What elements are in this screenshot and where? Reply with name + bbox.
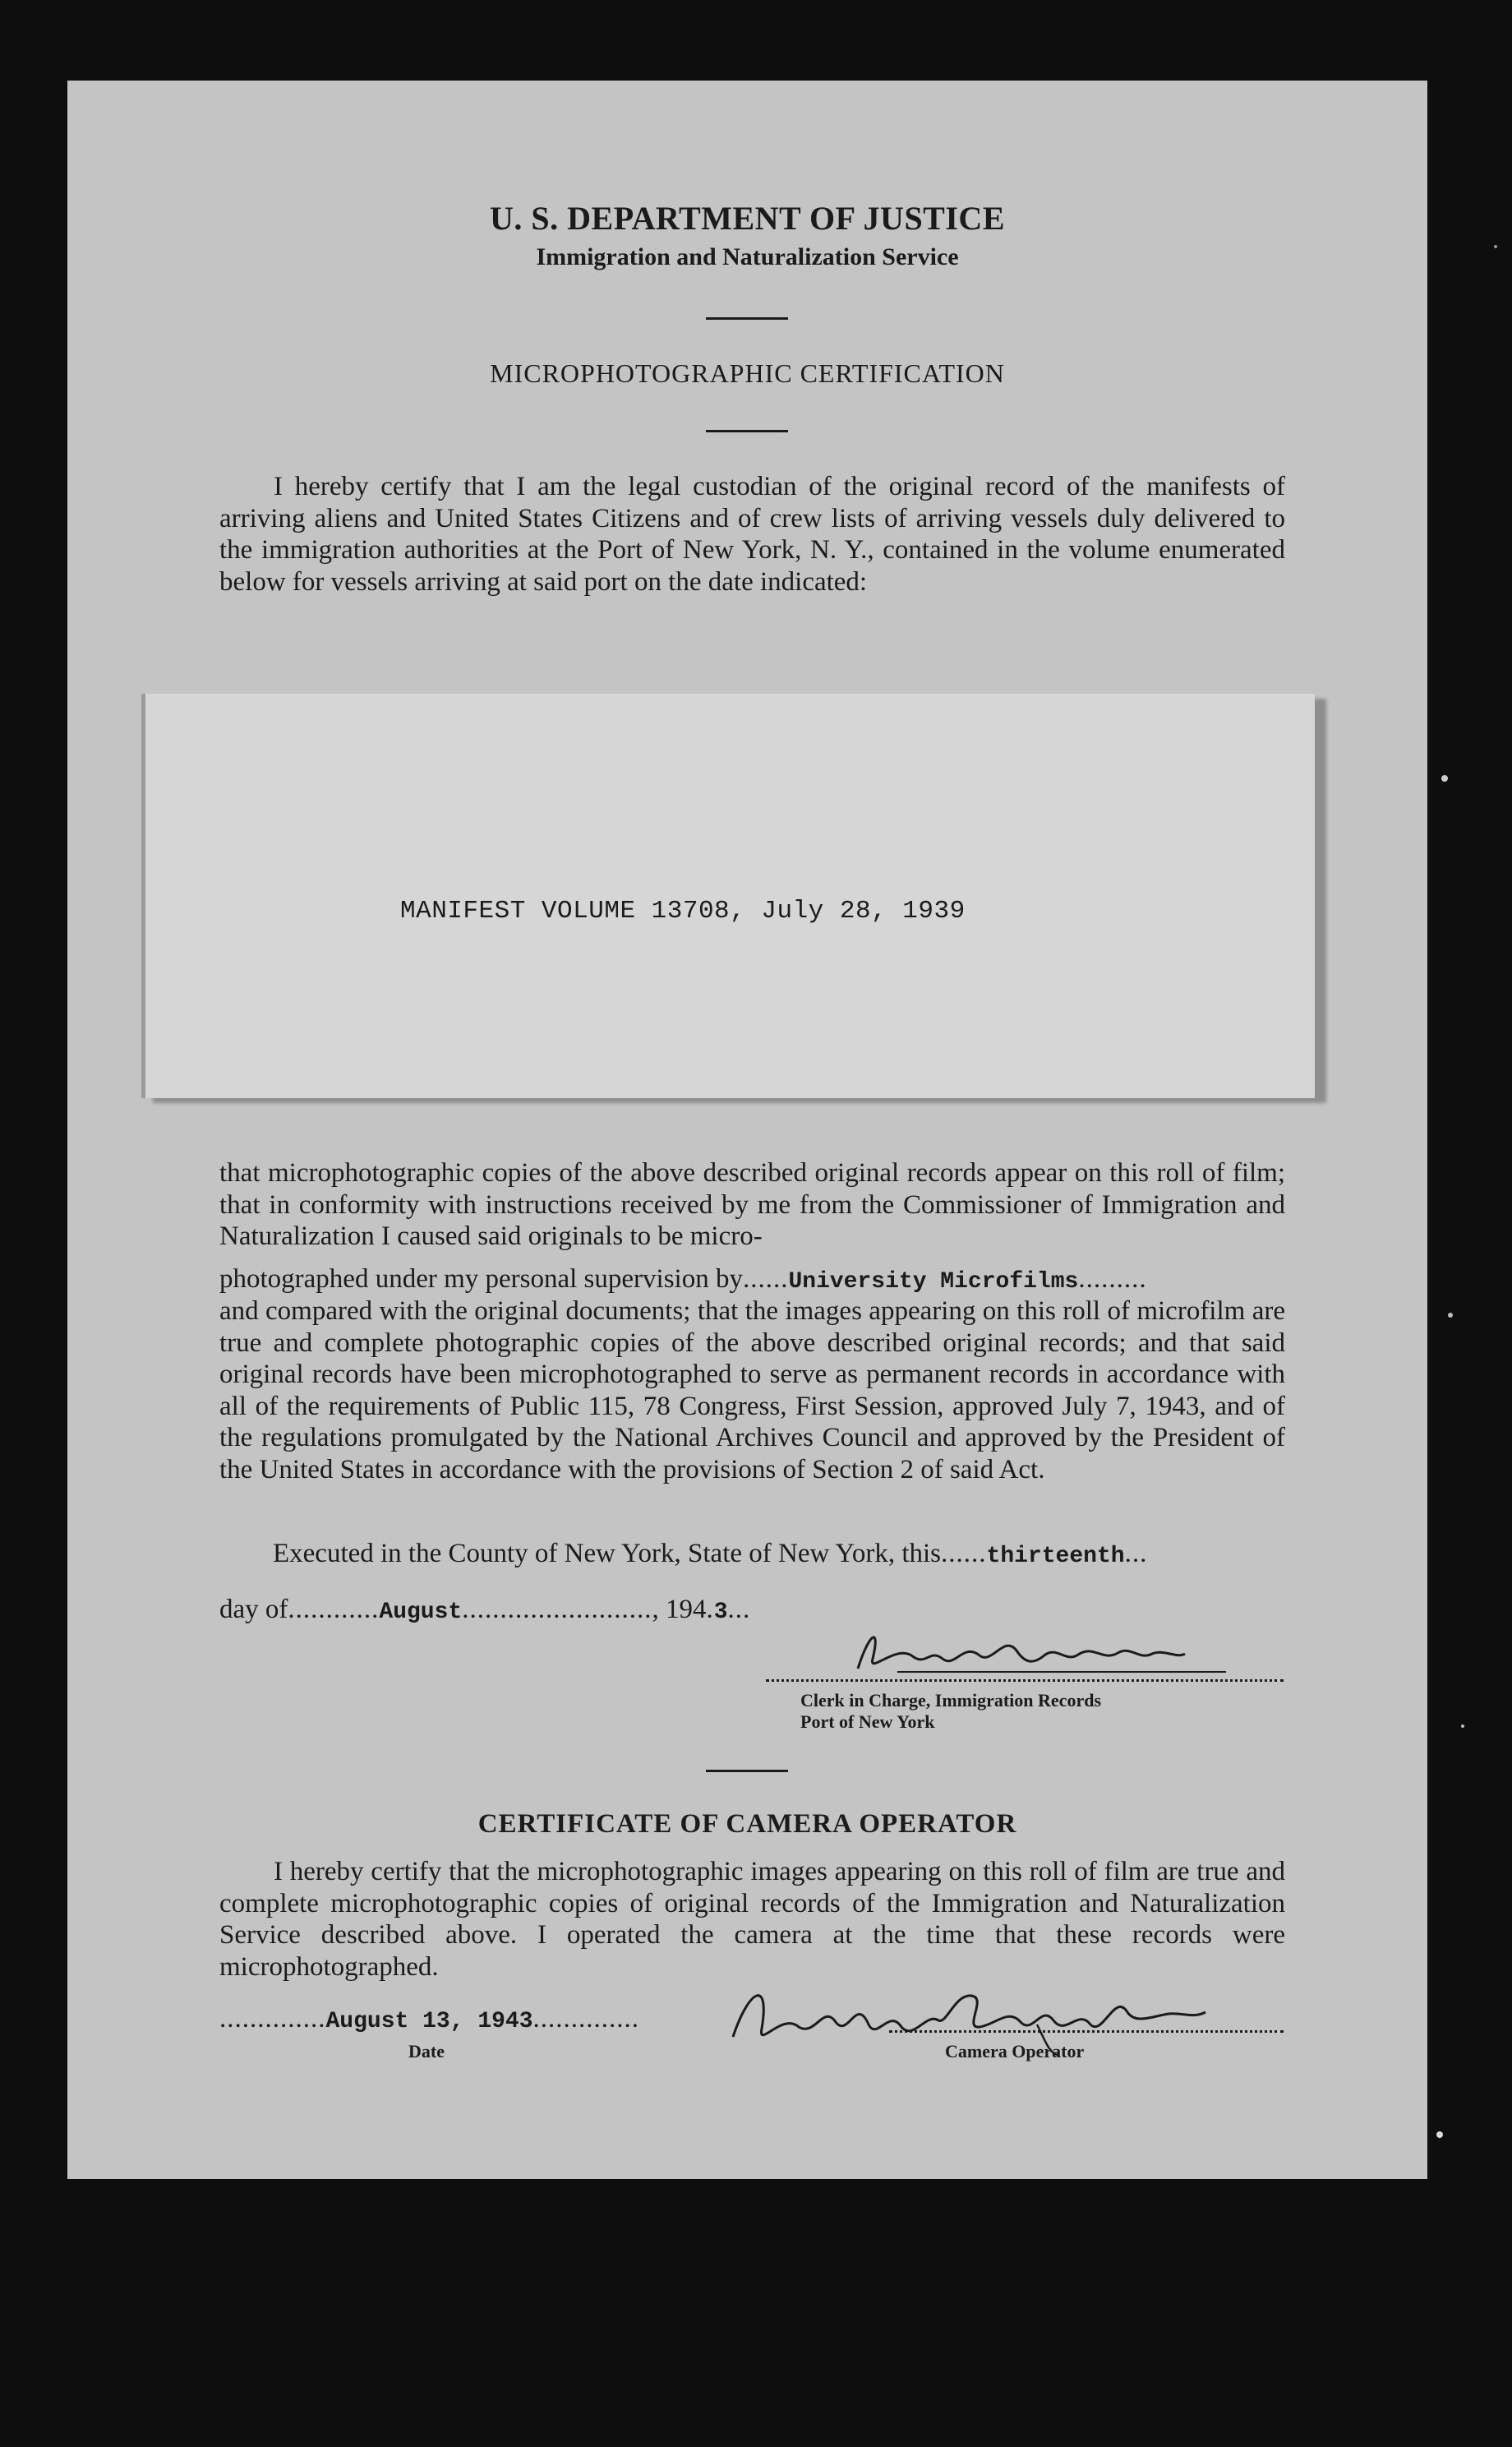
- camera-date: August 13, 1943: [325, 2009, 533, 2034]
- camera-heading: CERTIFICATE OF CAMERA OPERATOR: [477, 1809, 1017, 1839]
- clerk-signature: [848, 1618, 1234, 1683]
- camera-date-line: ..............August 13, 1943..............: [219, 2004, 640, 2034]
- divider: [706, 317, 788, 320]
- intro-text: I hereby certify that I am the legal custodian of the original record of the manifests of arriving aliens and United States Citizens and of crew lists of arriving vessels duly delivered to the immigration authorities at the Port of New York, N. Y., contained in the volume enumerated below for vessels arriving at said port on the date indicated:: [219, 472, 1285, 597]
- body-paragraph-part1: that microphotographic copies of the above described original records appear on this roll of film; that in conformity with instructions received by me from the Commissioner of Immigration and Naturalization I caused said originals to be micro-: [219, 1158, 1285, 1251]
- execution-text: Executed in the County of New York, State of New York, this: [273, 1539, 942, 1568]
- supervision-prefix: photographed under my personal supervision by: [219, 1264, 743, 1294]
- execution-line: Executed in the County of New York, State of New York, this......thirteenth...: [273, 1539, 1148, 1569]
- certification-title: MICROPHOTOGRAPHIC CERTIFICATION: [490, 358, 1005, 388]
- divider: [706, 1770, 788, 1772]
- date-line: day of............August........................., 194.3...: [219, 1595, 751, 1625]
- year-prefix: 194: [665, 1595, 707, 1624]
- clerk-title-line1: Clerk in Charge, Immigration Records: [800, 1690, 1102, 1711]
- film-scratches: [1430, 0, 1512, 2447]
- date-caption: Date: [408, 2041, 445, 2061]
- body-paragraph-part3: and compared with the original documents; that the images appearing on this roll of microfilm are true and complete photographic copies of the above described original records; and that said original records have been microphotographed to serve as permanent records in accordance with all of the requirements of Public 115, 78 Congress, First Session, approved July 7, 1943, and of the regulations promulgated by the National Archives Council and approved by the President of the United States in accordance with the provisions of Section 2 of said Act.: [219, 1296, 1285, 1484]
- supervision-line: photographed under my personal supervision by......University Microfilms.........: [219, 1264, 1147, 1295]
- clerk-signature-line: [766, 1679, 1284, 1682]
- volume-slip: [141, 694, 1315, 1098]
- service-subheading: Immigration and Naturalization Service: [536, 243, 959, 270]
- certificate-sheet: [67, 81, 1427, 2179]
- department-heading: U. S. DEPARTMENT OF JUSTICE: [490, 200, 1005, 237]
- camera-text: I hereby certify that the microphotographic images appearing on this roll of film are true and complete microphotographic copies of original records of the Immigration and Naturalization Service described above. I operated the camera at the time that these records were microphotographed.: [219, 1857, 1285, 1982]
- clerk-title-line2: Port of New York: [800, 1711, 935, 1732]
- operator-caption: Camera Operator: [945, 2041, 1085, 2061]
- intro-paragraph: [219, 471, 1285, 598]
- divider: [706, 430, 788, 432]
- camera-paragraph: [219, 1856, 1285, 1983]
- year-digit: 3: [713, 1600, 728, 1625]
- execution-day: thirteenth: [986, 1544, 1125, 1569]
- operator-signature-line: [889, 2030, 1284, 2033]
- clerk-title: [800, 1690, 1101, 1733]
- day-of-label: day of: [219, 1595, 288, 1624]
- volume-label: MANIFEST VOLUME 13708, July 28, 1939: [400, 897, 966, 926]
- supervisor-name: University Microfilms: [788, 1269, 1079, 1295]
- execution-month: August: [379, 1600, 463, 1625]
